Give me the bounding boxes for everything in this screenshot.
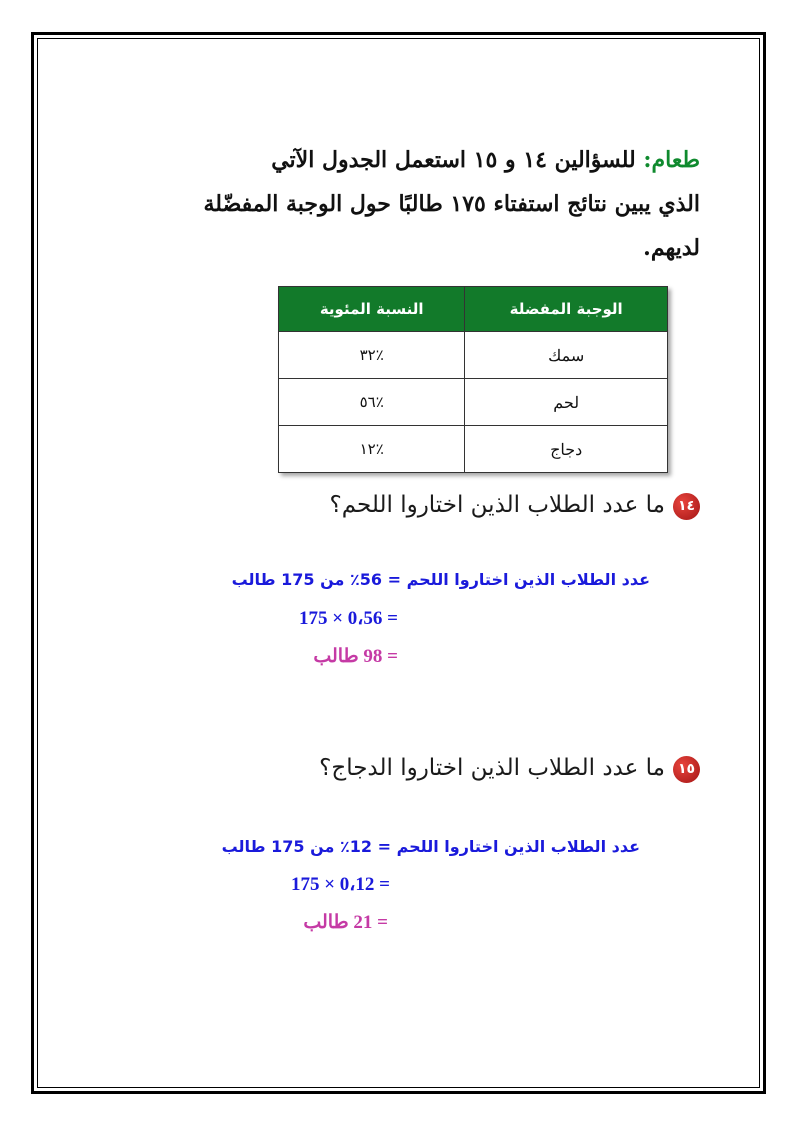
intro-line-3: لديهم. <box>643 235 700 261</box>
table-header-row <box>279 287 668 332</box>
cell-percent: ٪٣٢ <box>279 332 465 379</box>
answer-15-line-2: = 0،12 × 175 <box>290 874 390 895</box>
answer-15-line-3: = 21 طالب <box>303 912 388 933</box>
question-14 <box>330 492 700 520</box>
table-row <box>279 426 668 473</box>
intro-keyword: طعام: <box>643 147 700 173</box>
table-row <box>279 332 668 379</box>
question-text: ما عدد الطلاب الذين اختاروا الدجاج؟ <box>319 755 665 781</box>
answer-14-line-2: = 0،56 × 175 <box>298 608 398 629</box>
cell-meal: لحم <box>465 379 668 426</box>
answer-14-line-1: عدد الطلاب الذين اختاروا اللحم = 56٪ من 175 طالب <box>231 570 650 589</box>
cell-percent: ٪٥٦ <box>279 379 465 426</box>
table-row <box>279 379 668 426</box>
answer-14-line-3: = 98 طالب <box>313 646 398 667</box>
question-number-badge: ١٥ <box>673 756 700 783</box>
intro-paragraph <box>180 138 700 270</box>
favorite-meal-table <box>278 286 668 473</box>
header-percent: النسبة المئوية <box>279 287 465 332</box>
header-meal: الوجبة المفضلة <box>465 287 668 332</box>
cell-percent: ٪١٢ <box>279 426 465 473</box>
cell-meal: دجاج <box>465 426 668 473</box>
question-text: ما عدد الطلاب الذين اختاروا اللحم؟ <box>329 492 665 518</box>
question-number-badge: ١٤ <box>673 493 700 520</box>
intro-line-1: للسؤالين ١٤ و ١٥ استعمل الجدول الآتي <box>271 147 636 173</box>
cell-meal: سمك <box>465 332 668 379</box>
intro-line-2: الذي يبين نتائج استفتاء ١٧٥ طالبًا حول الوجبة المفضّلة <box>203 191 700 217</box>
question-15 <box>319 755 700 783</box>
answer-15-line-1: عدد الطلاب الذين اختاروا اللحم = 12٪ من 175 طالب <box>221 837 640 856</box>
